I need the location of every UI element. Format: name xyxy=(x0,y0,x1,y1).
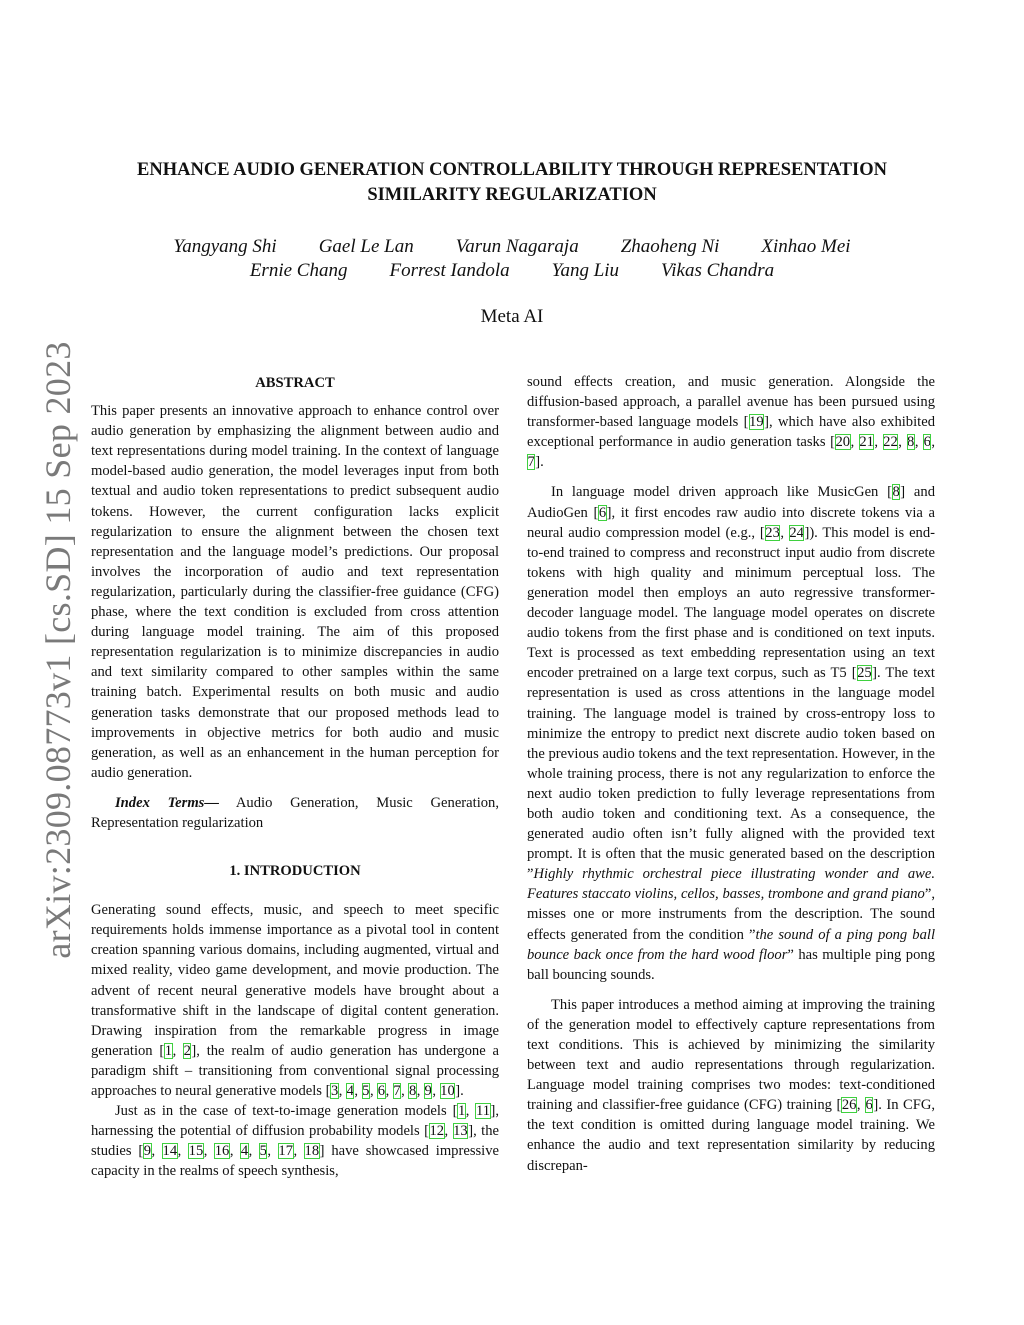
citation-link[interactable]: 11 xyxy=(475,1103,490,1120)
index-terms xyxy=(91,793,499,833)
citation-link[interactable]: 15 xyxy=(188,1143,204,1160)
citation-link[interactable]: 2 xyxy=(183,1042,191,1059)
left-column xyxy=(91,372,499,1181)
citation-link[interactable]: 8 xyxy=(892,484,900,501)
affiliation: Meta AI xyxy=(480,306,544,327)
citation-link[interactable]: 14 xyxy=(162,1143,178,1160)
citation-link[interactable]: 6 xyxy=(377,1083,386,1099)
abstract-body: This paper presents an innovative approach to enhance control over audio generation by emphasizing the alignment between audio and text representations during model training. In the context of language model-based audio generation, the model leverages input from both textual and audio token representations to predict subsequent audio tokens. However, the current configuration lacks explicit regularization to ensure the alignment between the chosen text representation and the language model’s predictions. Our proposal involves the incorporation of audio and text representation regularization, particularly during the classifier-free guidance (CFG) phase, where the text condition is excluded from cross attention during language model training. The aim of this proposed representation regularization is to minimize discrepancies in audio and text similarity compared to other samples within the same training batch. Experimental results on both music and audio generation tasks demonstrate that our proposed methods lead to improvements in objective metrics for both audio and music generation, as well as an enhancement in the human perception for audio generation. xyxy=(91,403,499,781)
citation-link[interactable]: 23 xyxy=(765,524,780,541)
author: Yang Liu xyxy=(551,260,620,281)
index-terms-text: Audio Generation, Music Generation, Representation regularization xyxy=(91,794,499,831)
citation-link[interactable]: 7 xyxy=(393,1083,401,1099)
author: Gael Le Lan xyxy=(318,236,414,257)
citation-link[interactable]: 6 xyxy=(923,434,931,451)
music-prompt-example: Highly rhythmic orchestral piece illustrating wonder and awe. Features staccato violins, cellos, basses, trombone and grand piano xyxy=(527,866,935,903)
citation-link[interactable]: 16 xyxy=(214,1143,230,1160)
introduction-heading: 1. INTRODUCTION xyxy=(229,863,361,880)
author: Xinhao Mei xyxy=(761,236,851,257)
citation-link[interactable]: 10 xyxy=(440,1083,455,1099)
citation-link[interactable]: 1 xyxy=(457,1103,466,1120)
author: Zhaoheng Ni xyxy=(620,236,720,257)
citation-link[interactable]: 3 xyxy=(330,1083,339,1099)
citation-link[interactable]: 22 xyxy=(883,434,898,451)
citation-link[interactable]: 25 xyxy=(857,665,872,682)
index-terms-label: Index Terms— xyxy=(115,794,219,811)
paper-title xyxy=(80,158,944,208)
author: Yangyang Shi xyxy=(173,236,277,257)
citation-link[interactable]: 19 xyxy=(749,414,764,431)
arxiv-stamp: arXiv:2309.08773v1 [cs.SD] 15 Sep 2023 xyxy=(38,341,78,959)
title-line-1: ENHANCE AUDIO GENERATION CONTROLLABILITY THROUGH REPRESENTATION xyxy=(137,160,887,180)
author: Varun Nagaraja xyxy=(455,236,579,257)
author: Ernie Chang xyxy=(249,260,348,281)
abstract-heading: ABSTRACT xyxy=(255,375,335,391)
citation-link[interactable]: 13 xyxy=(453,1123,468,1140)
citation-link[interactable]: 24 xyxy=(789,524,804,541)
title-line-2: SIMILARITY REGULARIZATION xyxy=(367,185,657,205)
citation-link[interactable]: 1 xyxy=(164,1042,173,1059)
author-row-2 xyxy=(80,260,944,282)
author-row-1 xyxy=(80,236,944,258)
citation-link[interactable]: 20 xyxy=(835,434,851,451)
intro-paragraph-3: sound effects creation, and music generation. Alongside the diffusion-based approach, a parallel avenue has been pursued using transformer-based language models [19], which have also exhibited exceptional performance in audio generation tasks [20, 21, 22, 8, 6, 7]. xyxy=(527,374,936,471)
citation-link[interactable]: 6 xyxy=(598,504,607,521)
intro-paragraph-4: In language model driven approach like MusicGen [8] and AudioGen [6], it first encodes raw audio into discrete tokens via a neural audio compression model (e.g., [23, 24]). This model is end-to-end trained to compress and reconstruct input audio from discrete tokens with high quality and minimum perceptual loss. The generation model then employs an auto regressive transformer-decoder language model. The language model operates on discrete audio tokens from the first phase and is conditioned on text inputs. Text is processed as text embedding representation using an text encoder pretrained on a large text corpus, such as T5 [25]. The text representation is used as cross attentions in the language model training. The language model is trained by cross-entropy loss to minimize the entropy to predict next discrete audio token based on the previous audio tokens and the text representation. However, in the whole training process, there is not any regularization to enforce the next audio token prediction to fully leverage representations from both audio token and conditioning text. As a consequence, the generated audio often isn’t fully aligned with the provided text prompt. It is often that the music generated based on the description ”Highly rhythmic orchestral piece illustrating wonder and awe. Features staccato violins, cellos, basses, trombone and grand piano”, misses one or more instruments from the description. The sound effects generated from the condition ”the sound of a ping pong ball bounce back once from the hard wood floor” has multiple ping pong ball bouncing sounds. xyxy=(527,484,936,983)
citation-link[interactable]: 4 xyxy=(240,1143,249,1160)
citation-link[interactable]: 5 xyxy=(259,1143,267,1160)
citation-link[interactable]: 4 xyxy=(346,1083,354,1099)
citation-link[interactable]: 8 xyxy=(907,434,915,451)
citation-link[interactable]: 7 xyxy=(527,454,535,471)
citation-link[interactable]: 9 xyxy=(143,1143,152,1160)
sound-prompt-example: the sound of a ping pong ball bounce back once from the hard wood floor xyxy=(527,926,935,963)
citation-link[interactable]: 9 xyxy=(424,1083,432,1099)
citation-link[interactable]: 17 xyxy=(278,1143,294,1160)
citation-link[interactable]: 12 xyxy=(429,1123,445,1140)
intro-paragraph-2: Just as in the case of text-to-image generation models [1, 11], harnessing the potential of diffusion probability models [12, 13], the studies [9, 14, 15, 16, 4, 5, 17, 18] have showcased impressive capacity in the realms of speech synthesis, xyxy=(91,1103,500,1180)
right-column xyxy=(527,372,935,1176)
author: Vikas Chandra xyxy=(661,260,775,281)
citation-link[interactable]: 5 xyxy=(362,1083,370,1099)
author: Forrest Iandola xyxy=(389,260,510,281)
citation-link[interactable]: 6 xyxy=(865,1097,873,1114)
citation-link[interactable]: 26 xyxy=(841,1097,857,1114)
intro-paragraph-5: This paper introduces a method aiming at improving the training of the generation model to effectively capture representations from text conditions. This is achieved by minimizing the similarity between text and audio representations through regularization. Language model training comprises two modes: text-conditioned training and classifier-free guidance (CFG) training [26, 6]. In CFG, the text condition is omitted during language model training. We enhance the audio and text representation similarity by reducing discrepan- xyxy=(527,996,936,1174)
intro-paragraph-1: Generating sound effects, music, and speech to meet specific requirements holds immense importance as a pivotal tool in content creation spanning various domains, including augmented, virtual and mixed reality, video game development, and movie production. The advent of recent neural generative models have brought about a transformative shift in the landscape of digital content generation. Drawing inspiration from the remarkable progress in image generation [1, 2], the realm of audio generation has undergone a paradigm shift – transitioning from conventional signal processing approaches to neural generative models [3, 4, 5, 6, 7, 8, 9, 10]. xyxy=(91,902,499,1099)
citation-link[interactable]: 8 xyxy=(408,1083,417,1099)
citation-link[interactable]: 18 xyxy=(304,1143,320,1160)
citation-link[interactable]: 21 xyxy=(859,434,874,451)
